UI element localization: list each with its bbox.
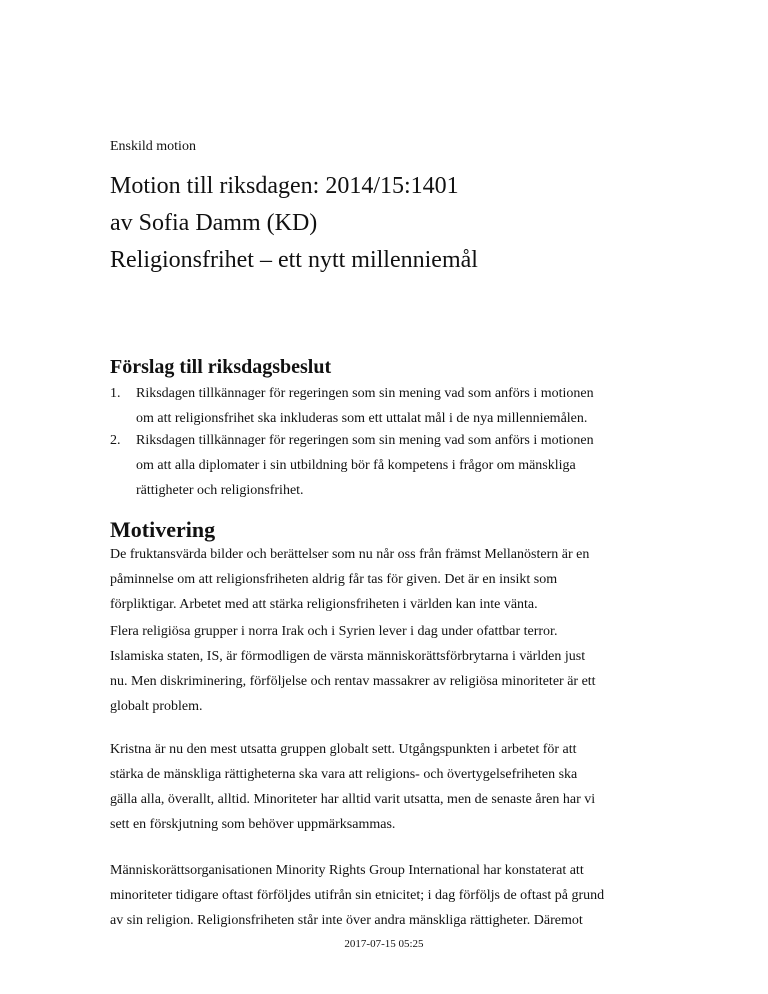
text-line: Islamiska staten, IS, är förmodligen de värsta människorättsförbrytarna i världen just [110,649,586,664]
motion-author: av Sofia Damm (KD) [110,210,318,236]
text-line: påminnelse om att religionsfriheten aldrig får tas för given. Det är en insikt som [110,572,558,587]
text-line: om att alla diplomater i sin utbildning bör få kompetens i frågor om mänskliga [136,458,576,473]
paragraph [110,737,670,837]
proposal-text [136,381,676,431]
text-line: De fruktansvärda bilder och berättelser som nu når oss från främst Mellanöstern är en [110,547,590,562]
text-line: Riksdagen tillkännager för regeringen som sin mening vad som anförs i motionen [136,386,594,401]
document-type-label: Enskild motion [110,139,196,154]
paragraph [110,858,670,933]
text-line: stärka de mänskliga rättigheterna ska vara att religions- och övertygelsefriheten ska [110,767,578,782]
text-line: globalt problem. [110,699,203,714]
text-line: om att religionsfrihet ska inkluderas som ett uttalat mål i de nya millenniemålen. [136,411,588,426]
text-line: sett en förskjutning som behöver uppmärksammas. [110,817,396,832]
motivation-heading: Motivering [110,517,216,542]
text-line: förpliktigar. Arbetet med att stärka religionsfriheten i världen kan inte vänta. [110,597,538,612]
paragraph [110,542,670,617]
text-line: nu. Men diskriminering, förföljelse och rentav massakrer av religiösa minoriteter är ett [110,674,596,689]
text-line: Flera religiösa grupper i norra Irak och i Syrien lever i dag under ofattbar terror. [110,624,558,639]
text-line: av sin religion. Religionsfriheten står inte över andra mänskliga rättigheter. Däremot [110,913,583,928]
proposal-text [136,428,676,503]
footer-timestamp: 2017-07-15 05:25 [344,938,424,950]
proposal-number: 1. [110,386,121,401]
title-block [110,168,478,279]
text-line: minoriteter tidigare oftast förföljdes utifrån sin etnicitet; i dag förföljs de oftast på grund [110,888,605,903]
paragraph [110,619,670,719]
proposal-number: 2. [110,433,121,448]
text-line: Människorättsorganisationen Minority Rights Group International har konstaterat att [110,863,584,878]
motion-subject: Religionsfrihet – ett nytt millenniemål [110,247,478,273]
text-line: Kristna är nu den mest utsatta gruppen globalt sett. Utgångspunkten i arbetet för att [110,742,577,757]
proposals-heading: Förslag till riksdagsbeslut [110,356,332,378]
text-line: Riksdagen tillkännager för regeringen som sin mening vad som anförs i motionen [136,433,594,448]
text-line: gälla alla, överallt, alltid. Minoriteter har alltid varit utsatta, men de senaste åren har vi [110,792,596,807]
text-line: rättigheter och religionsfrihet. [136,483,304,498]
motion-title: Motion till riksdagen: 2014/15:1401 [110,173,459,199]
